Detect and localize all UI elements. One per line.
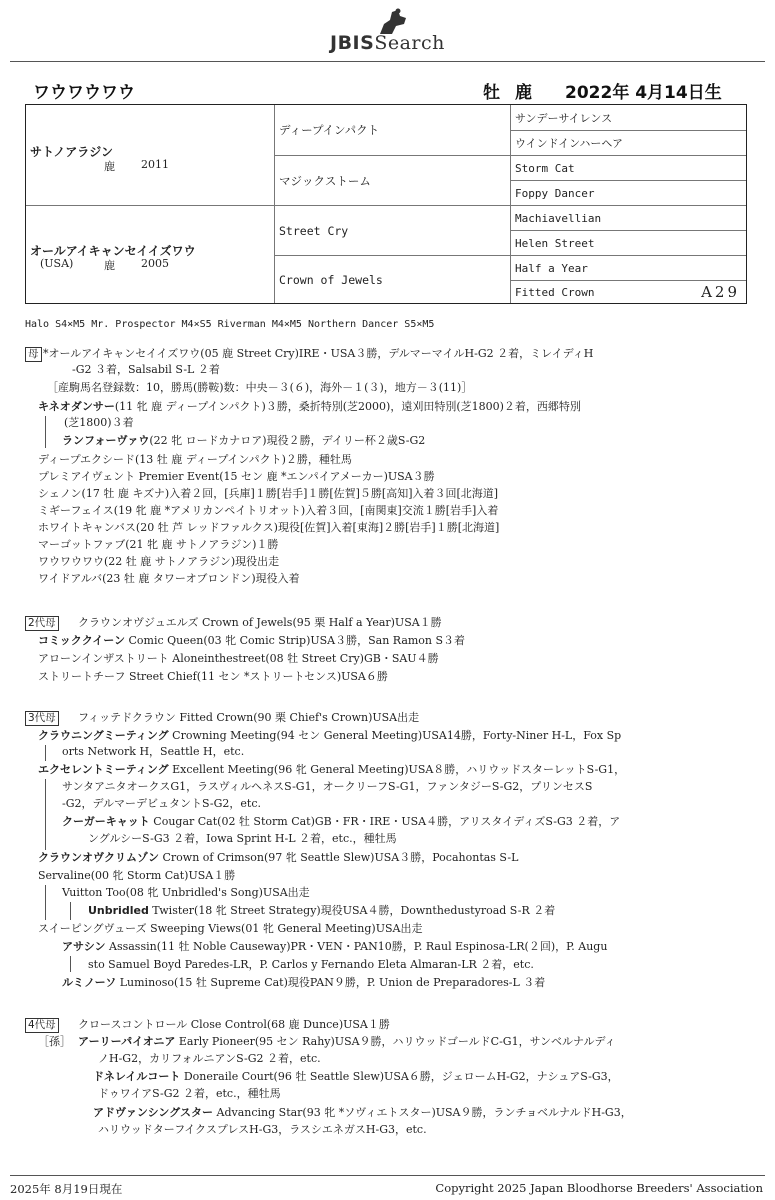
family-code: A29 bbox=[701, 283, 740, 301]
g4-line-1: クロースコントロール Close Control(68 鹿 Dunce)USA１勝 bbox=[78, 1018, 390, 1031]
gen3-5[interactable]: Helen Street bbox=[510, 230, 746, 255]
g4-tag: 4代母 bbox=[25, 1018, 59, 1033]
g3-line-7: クーガーキャット Cougar Cat(02 牡 Storm Cat)GB・FR・IRE・USA４勝，アリスタイディズS-G3 ２着，ア bbox=[62, 815, 621, 828]
sire-color: 鹿 bbox=[104, 160, 115, 173]
g2-line-4: ストリートチーフ Street Chief(11 セン *ストリートセンス)USA６勝 bbox=[38, 670, 388, 683]
dam-line-11: ホワイトキャンバス(20 牡 芦 レッドファルクス)現役[佐賀]入着[東海]２勝[岩手]１勝[北海道] bbox=[38, 521, 500, 534]
g2-line-1: クラウンオヴジュエルズ Crown of Jewels(95 栗 Half a Year)USA１勝 bbox=[78, 616, 442, 629]
logo-prefix: JBIS bbox=[330, 32, 375, 54]
descent-line bbox=[70, 902, 71, 920]
dam-line-12: マーゴットファブ(21 牝 鹿 サトノアラジン)１勝 bbox=[38, 538, 279, 551]
dam-line-1: *オールアイキャンセイイズワウ(05 鹿 Street Cry)IRE・USA３勝，デルマーマイルH-G2 ２着，ミレイディH bbox=[43, 347, 594, 360]
dam-line-9: シェノン(17 牡 鹿 キズナ)入着２回，[兵庫]１勝[岩手]１勝[佐賀]５勝[高知]入着３回[北海道] bbox=[38, 487, 499, 500]
g2-line-3: アローンインザストリート Aloneinthestreet(08 牡 Street Cry)GB・SAU４勝 bbox=[38, 652, 439, 665]
descent-line bbox=[45, 885, 46, 920]
g3-line-15: sto Samuel Boyd Paredes-LR，P. Carlos y Fernando Eleta Almaran-LR ２着，etc. bbox=[88, 958, 534, 971]
dam-line-5: (芝1800)３着 bbox=[64, 416, 134, 429]
descent-line bbox=[70, 956, 71, 972]
jbis-logo[interactable] bbox=[330, 8, 460, 56]
g3-line-8: ングルシーS-G3 ２着，Iowa Sprint H-L ２着，etc.，種牡馬 bbox=[88, 832, 397, 845]
g4-line-7: ハリウッドターフイクスプレスH-G3，ラスシエネガスH-G3，etc. bbox=[98, 1123, 427, 1136]
g4-grandchildren-label: ［孫］ bbox=[38, 1035, 71, 1048]
dam-line-7: ディープエクシード(13 牡 鹿 ディープインパクト)２勝，種牡馬 bbox=[38, 453, 352, 466]
dam-line-6: ランフォーヴァウ(22 牝 ロードカナロア)現役２勝，デイリー杯２歳S-G2 bbox=[62, 434, 426, 447]
g4-line-6: アドヴァンシングスター Advancing Star(93 牝 *ソヴィエトスター)USA９勝，ランチョベルナルドH-G3， bbox=[93, 1106, 632, 1119]
gen3-7-name: Fitted Crown bbox=[515, 285, 595, 299]
dam-line-2: -G2 ３着，Salsabil S-L ２着 bbox=[72, 363, 220, 376]
inbreeding-line: Halo S4×M5 Mr. Prospector M4×S5 Riverman M4×M5 Northern Dancer S5×M5 bbox=[25, 319, 435, 330]
gen2-3[interactable]: Crown of Jewels bbox=[274, 255, 510, 303]
descent-line bbox=[45, 745, 46, 761]
dam-tag: 母 bbox=[25, 347, 42, 362]
g3-line-16: ルミノーソ Luminoso(15 牡 Supreme Cat)現役PAN９勝，P. Union de Preparadores-L ３着 bbox=[62, 976, 546, 989]
gen3-3[interactable]: Foppy Dancer bbox=[510, 180, 746, 205]
sire-name: サトノアラジン bbox=[30, 145, 113, 159]
gen2-0[interactable]: ディープインパクト bbox=[274, 105, 510, 155]
g2-line-2: コミッククイーン Comic Queen(03 牝 Comic Strip)USA３勝，San Ramon S３着 bbox=[38, 634, 466, 647]
pedigree-table bbox=[25, 104, 747, 304]
g3-line-9: クラウンオヴクリムゾン Crown of Crimson(97 牝 Seattle Slew)USA３勝，Pocahontas S-L bbox=[38, 851, 519, 864]
g4-line-4: ドネレイルコート Doneraile Court(96 牡 Seattle Slew)USA６勝，ジェロームH-G2，ナシュアS-G3， bbox=[93, 1070, 619, 1083]
gen3-7[interactable] bbox=[510, 280, 746, 303]
g3-tag: 3代母 bbox=[25, 711, 59, 726]
header-divider bbox=[10, 61, 765, 62]
logo-suffix: Search bbox=[374, 32, 445, 54]
gen3-4[interactable]: Machiavellian bbox=[510, 205, 746, 230]
dam-name: オールアイキャンセイイズワウ bbox=[30, 244, 196, 258]
sire-cell[interactable] bbox=[26, 105, 274, 205]
dam-line-10: ミギーフェイス(19 牝 鹿 *アメリカンペイトリオット)入着３回，[南関東]交流１勝[岩手]入着 bbox=[38, 504, 499, 517]
footer-divider bbox=[10, 1175, 765, 1176]
g3-line-2: クラウニングミーティング Crowning Meeting(94 セン General Meeting)USA14勝，Forty-Niner H-L，Fox Sp bbox=[38, 729, 622, 742]
footer-copyright: Copyright 2025 Japan Bloodhorse Breeders' Association bbox=[435, 1181, 763, 1195]
g4-line-3: ノH-G2，カリフォルニアンS-G2 ２着，etc. bbox=[98, 1052, 321, 1065]
g3-line-3: orts Network H，Seattle H，etc. bbox=[62, 745, 245, 758]
footer-date: 2025年 8月19日現在 bbox=[10, 1182, 123, 1196]
g3-line-6: -G2，デルマーデビュタントS-G2，etc. bbox=[62, 797, 261, 810]
g3-line-4: エクセレントミーティング Excellent Meeting(96 牝 General Meeting)USA８勝，ハリウッドスターレットS-G1， bbox=[38, 763, 626, 776]
dam-line-8: プレミアイヴェント Premier Event(15 セン 鹿 *エンパイアメーカー)USA３勝 bbox=[38, 470, 435, 483]
dam-color: 鹿 bbox=[104, 259, 115, 272]
g4-line-5: ドゥワイアS-G2 ２着，etc.，種牡馬 bbox=[98, 1087, 281, 1100]
g3-line-1: フィッテドクラウン Fitted Crown(90 栗 Chief's Crown)USA出走 bbox=[78, 711, 420, 724]
horse-color: 鹿 bbox=[515, 83, 532, 103]
descent-line bbox=[45, 779, 46, 850]
dam-produce-summary: ［産駒馬名登録数：10，勝馬(勝鞍)数：中央－３(６)，海外－１(３)，地方－３(11)］ bbox=[47, 381, 473, 394]
g2-tag: 2代母 bbox=[25, 616, 59, 631]
dam-line-4: キネオダンサー(11 牝 鹿 ディープインパクト)３勝，桑折特別(芝2000)，遠刈田特別(芝1800)２着，西郷特別 bbox=[38, 400, 581, 413]
horse-sex: 牡 bbox=[483, 83, 500, 103]
gen3-0[interactable]: サンデーサイレンス bbox=[510, 105, 746, 130]
g3-line-11: Vuitton Too(08 牝 Unbridled's Song)USA出走 bbox=[62, 886, 310, 899]
gen3-1[interactable]: ウインドインハーヘア bbox=[510, 130, 746, 155]
gen2-2[interactable]: Street Cry bbox=[274, 205, 510, 255]
dam-line-13: ワウワウワウ(22 牡 鹿 サトノアラジン)現役出走 bbox=[38, 555, 280, 568]
sire-year: 2011 bbox=[141, 158, 169, 171]
gen3-6[interactable]: Half a Year bbox=[510, 255, 746, 280]
horse-name: ワウワウワウ bbox=[33, 83, 135, 103]
g3-line-10: Servaline(00 牝 Storm Cat)USA１勝 bbox=[38, 869, 236, 882]
g3-line-14: アサシン Assassin(11 牡 Noble Causeway)PR・VEN・PAN10勝，P. Raul Espinosa-LR(２回)，P. Augu bbox=[62, 940, 608, 953]
dam-cell[interactable] bbox=[26, 205, 274, 303]
dam-line-14: ワイドアルバ(23 牡 鹿 タワーオブロンドン)現役入着 bbox=[38, 572, 300, 585]
gen3-2[interactable]: Storm Cat bbox=[510, 155, 746, 180]
g3-line-12: Unbridled Twister(18 牝 Street Strategy)現役USA４勝，Downthedustyroad S-R ２着 bbox=[88, 904, 556, 917]
dam-origin: (USA) bbox=[40, 257, 74, 270]
g4-line-2: アーリーパイオニア Early Pioneer(95 セン Rahy)USA９勝，ハリウッドゴールドC-G1，サンベルナルディ bbox=[78, 1035, 616, 1048]
descent-line bbox=[45, 416, 46, 448]
dam-year: 2005 bbox=[141, 257, 169, 270]
horse-birth: 2022年 4月14日生 bbox=[565, 83, 722, 103]
g3-line-5: サンタアニタオークスG1，ラスヴィルヘネスS-G1，オークリーフS-G1，ファンタジーS-G2，プリンセスS bbox=[62, 780, 593, 793]
gen2-1[interactable]: マジックストーム bbox=[274, 155, 510, 205]
g3-line-13: スイーピングヴューズ Sweeping Views(01 牝 General Meeting)USA出走 bbox=[38, 922, 423, 935]
